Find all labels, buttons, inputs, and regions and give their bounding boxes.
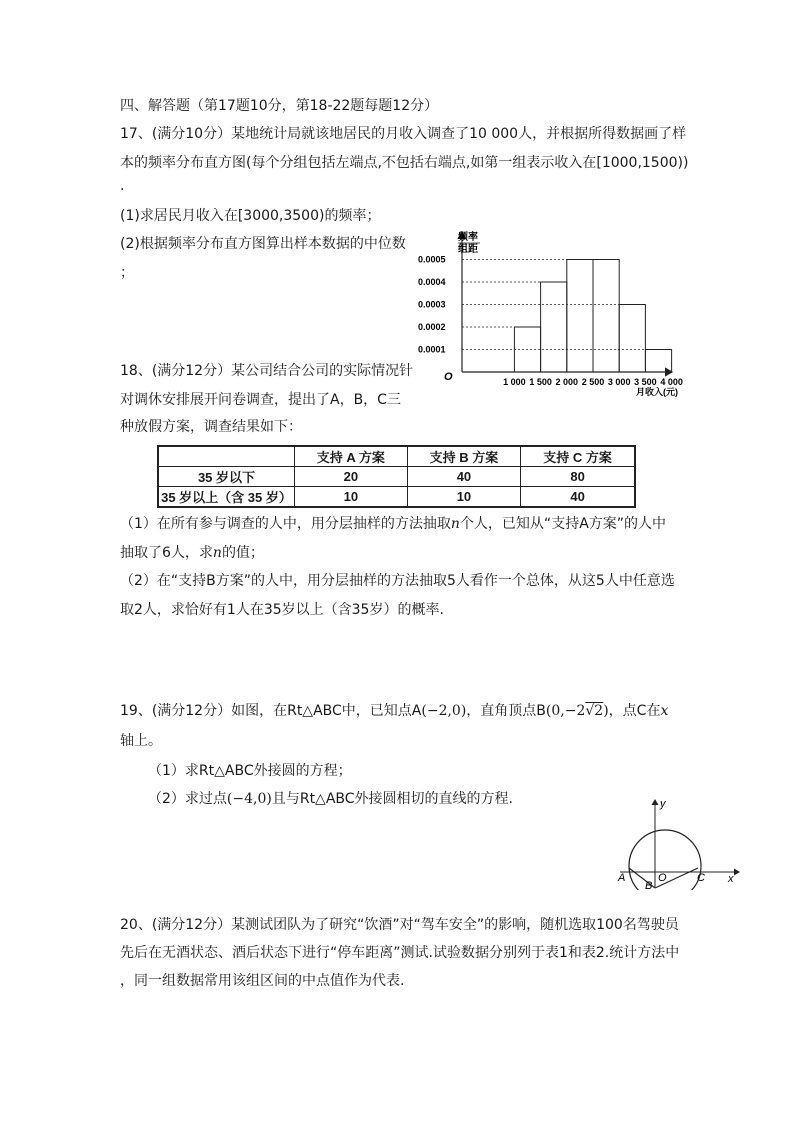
q17-line3: .: [120, 178, 125, 194]
q19-part1: （1）求Rt△ABC外接圆的方程；: [148, 763, 352, 779]
table-cell: 80: [521, 467, 635, 487]
circle-figure: [612, 795, 747, 890]
var-n: n: [212, 545, 222, 561]
q18-p2-line2: 取2人，求恰好有1人在35岁以上（含35岁）的概率.: [120, 602, 444, 618]
svg-text:O: O: [658, 872, 667, 884]
y-tick-label: 0.0005: [418, 254, 446, 265]
point-b: (0,−2√2): [545, 703, 609, 719]
table-cell: 40: [521, 487, 635, 508]
section-heading: 四、解答题（第17题10分，第18-22题每题12分）: [120, 98, 439, 114]
y-label-top: 频率: [458, 232, 478, 243]
q18-p1-line2: 抽取了6人，求n的值；: [120, 545, 264, 561]
histogram-bar: [645, 350, 671, 373]
point-neg4: (−4,0): [226, 791, 272, 807]
x-tick-label: 3 500: [634, 377, 657, 387]
origin-label: O: [444, 371, 453, 383]
x-tick-label: 2 500: [581, 377, 605, 387]
survey-table: [157, 445, 636, 508]
q20-line1: 20、(满分12分）某测试团队为了研究“饮酒”对“驾车安全”的影响，随机选取100名驾驶员: [120, 917, 679, 933]
svg-text:A: A: [618, 872, 626, 884]
table-cell: 10: [295, 487, 408, 508]
histogram-bar: [567, 260, 593, 373]
q17-part2-end: ；: [120, 265, 134, 281]
y-tick-label: 0.0004: [418, 277, 446, 287]
table-cell: 40: [407, 467, 520, 487]
x-tick-label: 1 000: [503, 377, 526, 387]
point-a: (−2,0): [421, 703, 467, 719]
q18-p2-line1: （2）在“支持B方案”的人中，用分层抽样的方法抽取5人看作一个总体，从这5人中任意选: [120, 573, 675, 589]
table-cell: 20: [295, 467, 408, 487]
x-tick-label: 1 500: [529, 377, 552, 387]
x-tick-label: 3 000: [607, 377, 631, 387]
svg-text:B: B: [645, 880, 653, 890]
table-header-row: [158, 446, 635, 467]
q20-line3: ，同一组数据常用该组区间的中点值作为代表.: [120, 973, 405, 989]
q18-p1-line1: （1）在所有参与调查的人中，用分层抽样的方法抽取n个人，已知从“支持A方案”的人中: [120, 516, 667, 532]
y-tick-label: 0.0001: [418, 344, 446, 355]
table-cell: 10: [407, 487, 520, 508]
x-tick-label: 2 000: [555, 377, 579, 387]
q19-line1: 19、(满分12分）如图，在Rt△ABC中，已知点A(−2,0)，直角顶点B(0,−2√2)，点C在x: [120, 703, 669, 719]
histogram-bar: [619, 305, 645, 373]
q17-line1: 17、(满分10分）某地统计局就该地居民的月收入调查了10 000人，并根据所得数据画了样: [120, 126, 687, 142]
y-label-bottom: 组距: [458, 244, 478, 255]
y-tick-label: 0.0002: [418, 322, 446, 332]
svg-text:x: x: [728, 873, 734, 885]
var-n: n: [450, 516, 460, 532]
q18-line1: 18、(满分12分）某公司结合公司的实际情况针: [120, 363, 414, 379]
table-cell: 35 岁以上（含 35 岁）: [158, 487, 295, 508]
table-header-cell: 支持 B 方案: [407, 446, 520, 467]
table-row: [158, 467, 635, 487]
q17-part2: (2)根据频率分布直方图算出样本数据的中位数: [120, 236, 406, 252]
q17-part1: (1)求居民月收入在[3000,3500)的频率；: [120, 208, 381, 224]
x-tick-label: 4 000: [660, 377, 683, 387]
svg-text:C: C: [697, 872, 705, 884]
table-header-cell: 支持 A 方案: [295, 446, 408, 467]
histogram-bar: [541, 282, 567, 372]
x-axis-label: 月收入(元): [636, 387, 678, 397]
q18-line2: 对调休安排展开问卷调查，提出了A，B，C三: [120, 392, 401, 408]
q19-line2: 轴上。: [120, 733, 162, 749]
y-tick-label: 0.0003: [418, 299, 446, 310]
histogram-bar: [593, 260, 619, 373]
q17-line2: 本的频率分布直方图(每个分组包括左端点,不包括右端点,如第一组表示收入在[1000,1500)): [120, 155, 689, 171]
income-histogram: [410, 228, 690, 403]
q18-line3: 种放假方案，调查结果如下：: [120, 419, 302, 435]
q19-part2: （2）求过点(−4,0)且与Rt△ABC外接圆相切的直线的方程.: [148, 791, 513, 807]
q20-line2: 先后在无酒状态、酒后状态下进行“停车距离”测试.试验数据分别列于表1和表2.统计方法中: [120, 945, 680, 961]
table-header-cell: 支持 C 方案: [521, 446, 635, 467]
table-header-cell: [158, 446, 295, 467]
table-cell: 35 岁以下: [158, 467, 295, 487]
table-row: [158, 487, 635, 508]
svg-text:y: y: [660, 798, 666, 810]
